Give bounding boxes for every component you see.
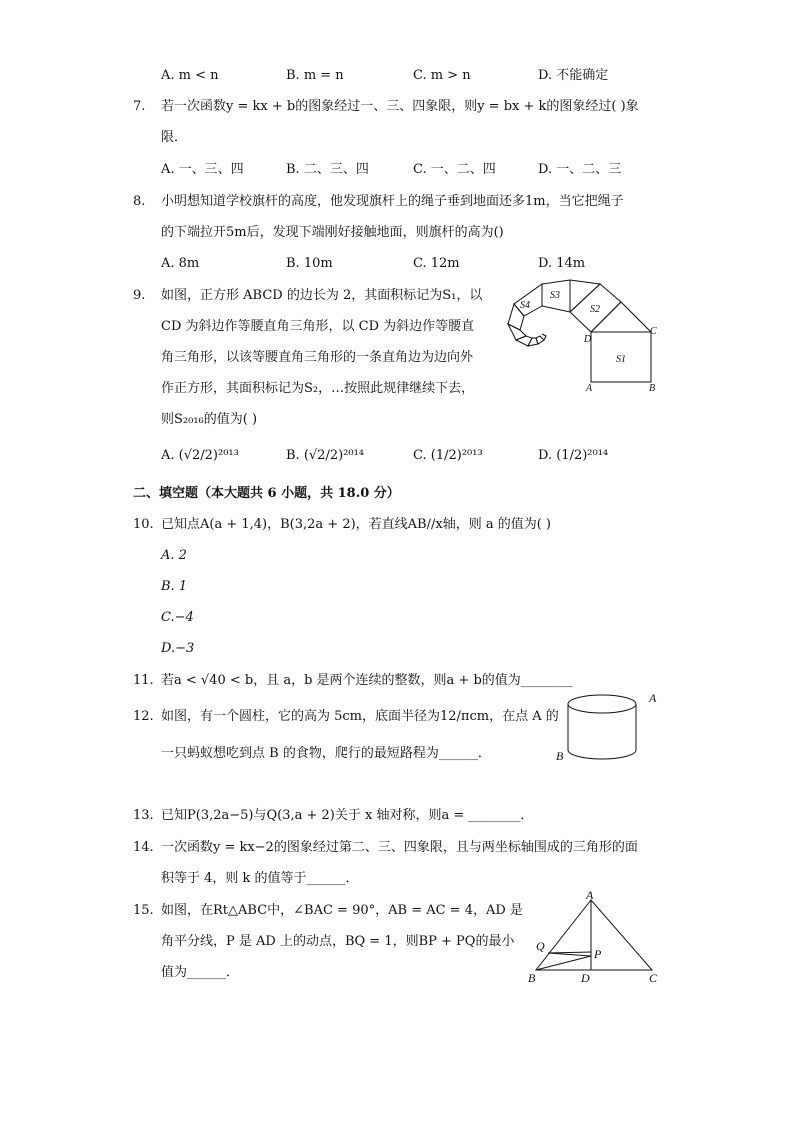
q12-number: 12. [133, 709, 154, 724]
q6-option-b: B. m = n [286, 68, 344, 83]
section-2-heading: 二、填空题（本大题共 6 小题，共 18.0 分） [133, 486, 400, 501]
q15-number: 15. [133, 903, 154, 918]
label-d: D [581, 971, 590, 985]
q7-option-a: A. 一、三、四 [161, 162, 244, 177]
label-p: P [594, 947, 602, 961]
q9-number: 9. [133, 288, 146, 303]
triangle-cd [591, 302, 651, 332]
q8-line1: 小明想知道学校旗杆的高度，他发现旗杆上的绳子垂到地面还多1m，当它把绳子 [161, 194, 624, 209]
q9-option-b: B. (√2/2)²⁰¹⁴ [286, 448, 365, 463]
label-b: B [556, 749, 564, 763]
q9-line5: 则S₂₀₁₆的值为( ) [161, 412, 258, 427]
label-a: A [586, 888, 594, 902]
label-q: Q [536, 939, 545, 953]
q10-number: 10. [133, 517, 154, 532]
q9-option-c: C. (1/2)²⁰¹³ [413, 448, 483, 463]
q12-cylinder-figure [552, 690, 664, 766]
q8-option-c: C. 12m [413, 256, 460, 271]
q13-line1: 已知P(3,2a−5)与Q(3,a + 2)关于 x 轴对称，则a = ________． [161, 808, 534, 823]
q8-line2: 的下端拉开5m后，发现下端刚好接触地面，则旗杆的高为() [161, 225, 504, 240]
q10-option-d: D.−3 [161, 641, 195, 656]
q15-triangle-figure [524, 890, 664, 986]
q15-line1: 如图，在Rt△ABC中，∠BAC = 90°，AB = AC = 4，AD 是 [161, 903, 523, 918]
label-d: D [584, 334, 592, 345]
q9-line4: 作正方形，其面积标记为S₂，…按照此规律继续下去， [161, 381, 475, 396]
q8-option-a: A. 8m [161, 256, 200, 271]
label-a: A [649, 691, 657, 705]
q6-option-a: A. m < n [161, 68, 219, 83]
q10-option-b: B. 1 [161, 579, 188, 594]
q13-number: 13. [133, 808, 154, 823]
segment-pq [548, 953, 591, 956]
square-s7 [516, 336, 532, 346]
q11-number: 11. [133, 673, 154, 688]
label-s4: S4 [520, 300, 530, 311]
segment-bp [536, 956, 591, 970]
label-c: C [649, 971, 658, 985]
q12-line2: 一只蚂蚁想吃到点 B 的食物，爬行的最短路程为______． [161, 746, 491, 761]
label-s2: S2 [590, 304, 600, 315]
q10-option-a: A. 2 [161, 548, 187, 563]
q15-line3: 值为______． [161, 965, 240, 980]
cylinder-top-ellipse [568, 695, 636, 713]
q14-line2: 积等于 4，则 k 的值等于______． [161, 871, 359, 886]
q14-number: 14. [133, 840, 154, 855]
cylinder-bottom-arc [568, 750, 636, 759]
q9-line1: 如图，正方形 ABCD 的边长为 2，其面积标记为S₁，以 [161, 288, 483, 303]
q15-line2: 角平分线，P 是 AD 上的动点，BQ = 1，则BP + PQ的最小 [161, 934, 515, 949]
q10-option-c: C.−4 [161, 610, 194, 625]
q7-line1: 若一次函数y = kx + b的图象经过一、三、四象限，则y = bx + k的图象经过( )象 [161, 99, 639, 114]
q8-number: 8. [133, 194, 146, 209]
label-c: C [650, 326, 657, 337]
q11-line1: 若a < √40 < b，且 a，b 是两个连续的整数，则a + b的值为________ [161, 673, 573, 688]
label-s3: S3 [550, 290, 560, 301]
q7-number: 7. [133, 99, 146, 114]
q7-option-b: B. 二、三、四 [286, 162, 369, 177]
q6-option-d: D. 不能确定 [538, 68, 609, 83]
q9-option-a: A. (√2/2)²⁰¹³ [161, 448, 239, 463]
label-s1: S1 [616, 354, 626, 365]
q8-option-d: D. 14m [538, 256, 586, 271]
q9-option-d: D. (1/2)²⁰¹⁴ [538, 448, 609, 463]
q6-option-c: C. m > n [413, 68, 471, 83]
q8-option-b: B. 10m [286, 256, 333, 271]
q7-option-d: D. 一、二、三 [538, 162, 622, 177]
label-b: B [649, 383, 656, 394]
q7-line2: 限． [161, 130, 188, 145]
q9-square-spiral-figure [498, 276, 668, 396]
q7-option-c: C. 一、二、四 [413, 162, 496, 177]
label-a: A [586, 383, 593, 394]
q9-line2: CD 为斜边作等腰直角三角形，以 CD 为斜边作等腰直 [161, 319, 475, 334]
q9-line3: 角三角形，以该等腰直角三角形的一条直角边为边向外 [161, 350, 474, 365]
q12-line1: 如图，有一个圆柱，它的高为 5cm，底面半径为12/πcm，在点 A 的 [161, 709, 559, 724]
q10-line1: 已知点A(a + 1,4)，B(3,2a + 2)，若直线AB//x轴，则 a 的值为( ) [161, 517, 551, 532]
square-s9 [536, 336, 544, 344]
label-b: B [528, 971, 536, 985]
q14-line1: 一次函数y = kx−2的图象经过第二、三、四象限，且与两坐标轴围成的三角形的面 [161, 840, 638, 855]
